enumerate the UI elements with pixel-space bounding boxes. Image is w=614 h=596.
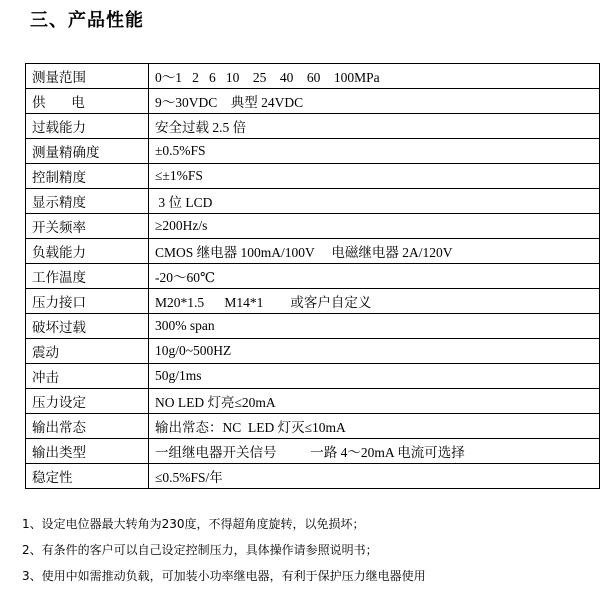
spec-label: 冲击 xyxy=(26,364,149,389)
spec-value: 安全过载 2.5 倍 xyxy=(149,114,600,139)
spec-value: 50g/1ms xyxy=(149,364,600,389)
spec-row xyxy=(26,314,600,339)
spec-label: 测量范围 xyxy=(26,64,149,89)
spec-value: 一组继电器开关信号 一路 4～20mA 电流可选择 xyxy=(149,439,600,464)
spec-label: 控制精度 xyxy=(26,164,149,189)
spec-label: 过载能力 xyxy=(26,114,149,139)
spec-label: 压力接口 xyxy=(26,289,149,314)
spec-value: 300% span xyxy=(149,314,600,339)
spec-row xyxy=(26,389,600,414)
spec-value: CMOS 继电器 100mA/100V 电磁继电器 2A/120V xyxy=(149,239,600,264)
spec-row xyxy=(26,189,600,214)
spec-row xyxy=(26,364,600,389)
spec-row xyxy=(26,439,600,464)
spec-value: 9～30VDC 典型 24VDC xyxy=(149,89,600,114)
spec-row xyxy=(26,239,600,264)
spec-row xyxy=(26,139,600,164)
spec-label: 震动 xyxy=(26,339,149,364)
spec-label: 供 电 xyxy=(26,89,149,114)
spec-row xyxy=(26,339,600,364)
spec-value: M20*1.5 M14*1 或客户自定义 xyxy=(149,289,600,314)
spec-value: NO LED 灯亮≤20mA xyxy=(149,389,600,414)
spec-row xyxy=(26,264,600,289)
spec-row xyxy=(26,289,600,314)
section-heading: 三、产品性能 xyxy=(30,10,144,31)
spec-label: 开关频率 xyxy=(26,214,149,239)
spec-value: ≥200Hz/s xyxy=(149,214,600,239)
spec-value: 3 位 LCD xyxy=(149,189,600,214)
note-item: 3、使用中如需推动负载，可加装小功率继电器，有利于保护压力继电器使用 xyxy=(22,569,426,583)
spec-value: ±0.5%FS xyxy=(149,139,600,164)
note-item: 2、有条件的客户可以自己设定控制压力，具体操作请参照说明书； xyxy=(22,543,378,557)
spec-label: 稳定性 xyxy=(26,464,149,489)
spec-label: 破坏过载 xyxy=(26,314,149,339)
spec-row xyxy=(26,114,600,139)
spec-value: ≤0.5%FS/年 xyxy=(149,464,600,489)
spec-table xyxy=(25,63,600,489)
spec-row xyxy=(26,414,600,439)
spec-value: 输出常态：NC LED 灯灭≤10mA xyxy=(149,414,600,439)
spec-label: 负载能力 xyxy=(26,239,149,264)
notes-list xyxy=(22,514,426,592)
spec-value: 10g/0~500HZ xyxy=(149,339,600,364)
spec-value: 0～1 2 6 10 25 40 60 100MPa xyxy=(149,64,600,89)
spec-row xyxy=(26,214,600,239)
spec-row xyxy=(26,164,600,189)
spec-label: 输出常态 xyxy=(26,414,149,439)
spec-table-body xyxy=(26,64,600,489)
spec-row xyxy=(26,464,600,489)
spec-row xyxy=(26,89,600,114)
spec-label: 输出类型 xyxy=(26,439,149,464)
spec-row xyxy=(26,64,600,89)
note-item: 1、设定电位器最大转角为230度，不得超角度旋转，以免损坏； xyxy=(22,517,365,531)
spec-label: 显示精度 xyxy=(26,189,149,214)
spec-value: ≤±1%FS xyxy=(149,164,600,189)
spec-label: 工作温度 xyxy=(26,264,149,289)
spec-value: -20～60℃ xyxy=(149,264,600,289)
spec-label: 测量精确度 xyxy=(26,139,149,164)
spec-label: 压力设定 xyxy=(26,389,149,414)
